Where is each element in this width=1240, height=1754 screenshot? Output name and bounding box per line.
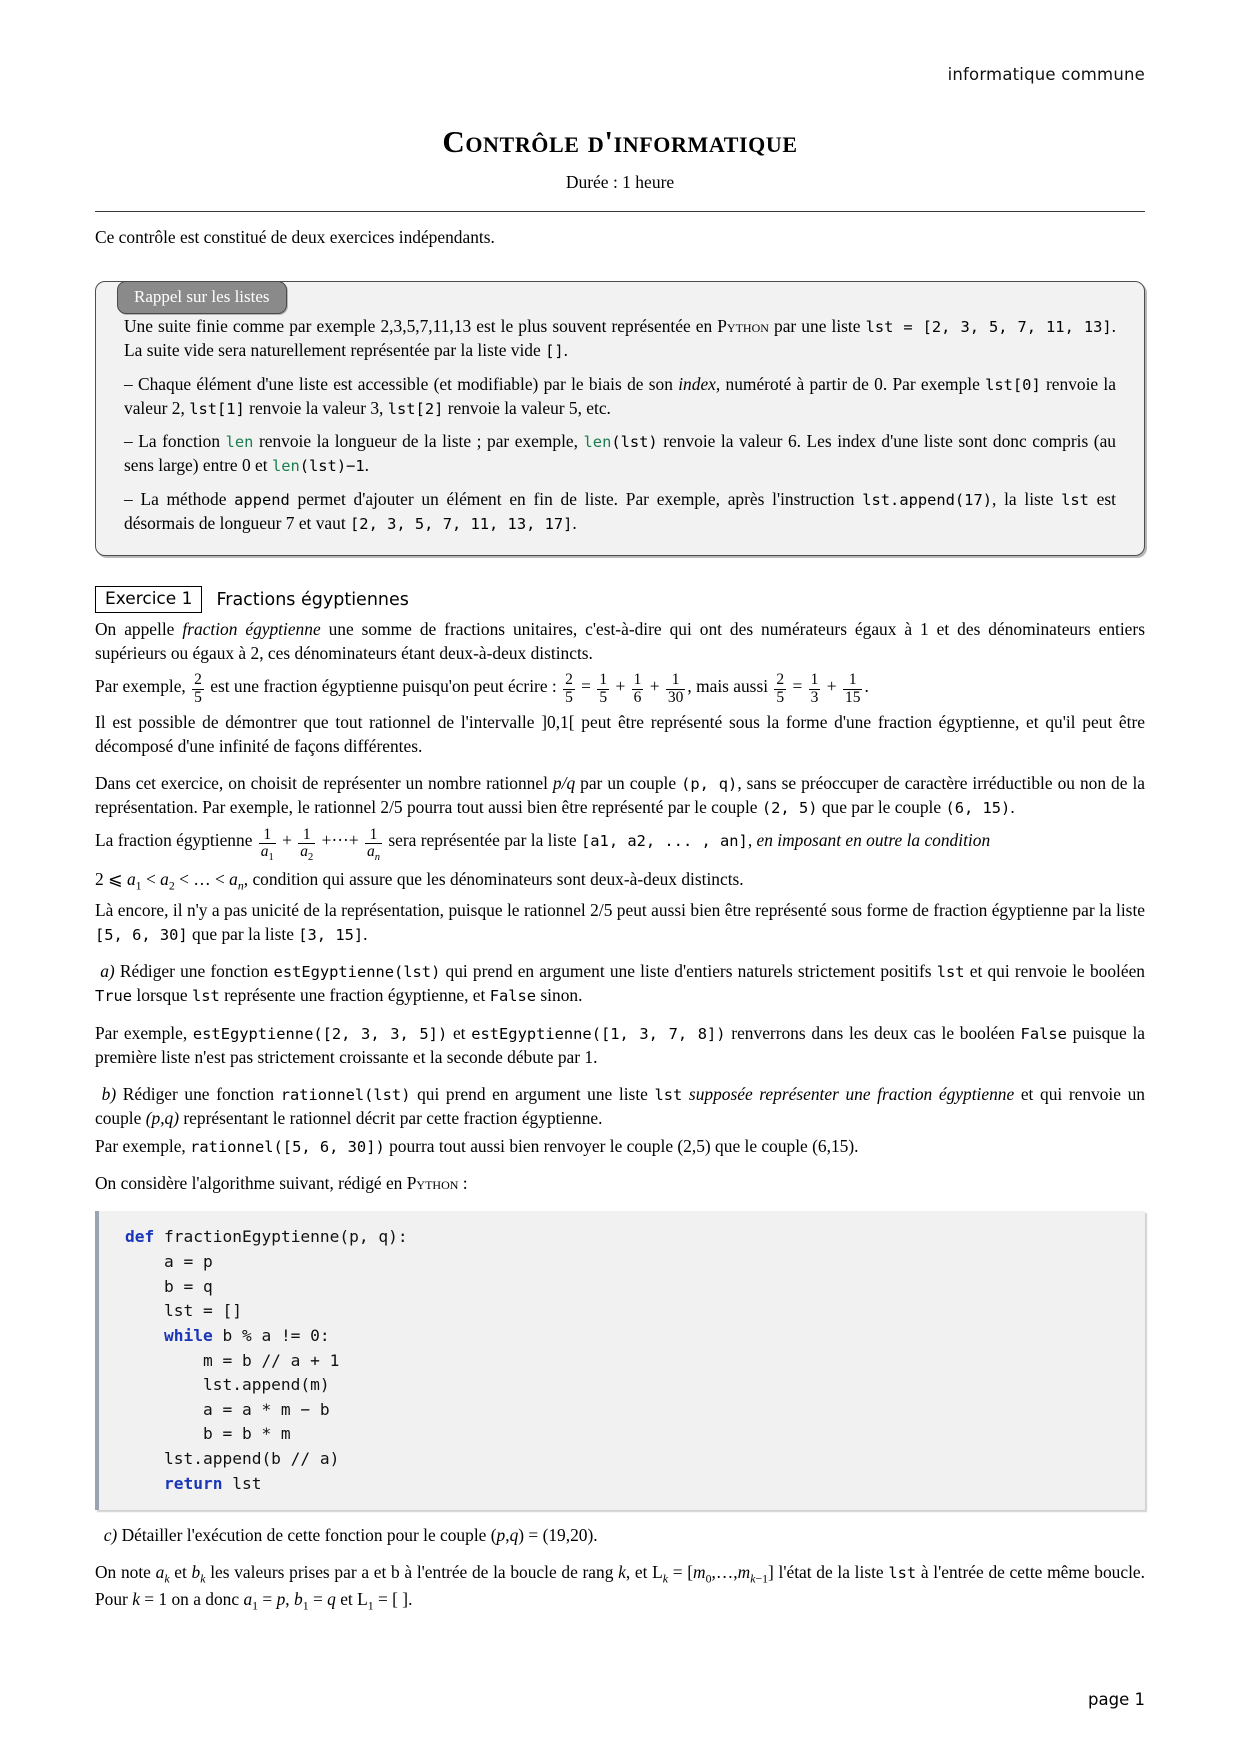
- txt: est désormais de longueur 7 et vaut: [124, 488, 1116, 533]
- txt: .: [408, 1589, 413, 1610]
- txt: on a donc: [167, 1589, 244, 1610]
- txt: sinon.: [536, 985, 583, 1006]
- code-inline: lst.append(17): [862, 490, 992, 509]
- ex1-question-b: [95, 1082, 1145, 1130]
- txt: renvoie la longueur de la liste ; par exemple,: [253, 431, 584, 452]
- code-inline: (6, 15): [945, 799, 1011, 818]
- code-inline: (p, q): [681, 774, 738, 793]
- txt: Là encore, il n'y a pas unicité de la représentation, puisque le rationnel 2/5 peut aussi bien être représenté sous forme de fraction égyptienne par la liste: [95, 899, 1145, 920]
- reminder-box-tab: Rappel sur les listes: [117, 281, 287, 314]
- code-inline: rationnel(lst): [280, 1085, 411, 1104]
- running-head: informatique commune: [947, 65, 1145, 84]
- txt: qui prend en argument une liste d'entiers naturels strictement positifs: [440, 961, 937, 982]
- txt: , la liste: [991, 488, 1062, 509]
- code-inline: []: [545, 342, 564, 361]
- txt: lorsque: [132, 985, 192, 1006]
- txt: Par exemple,: [95, 1022, 193, 1043]
- question-label: b): [101, 1083, 117, 1104]
- code-inline: lst: [654, 1085, 683, 1104]
- code-inline: lst: [888, 1564, 917, 1583]
- reminder-item-len: [124, 429, 1116, 478]
- txt: .: [864, 676, 869, 697]
- math-pq: (p,q): [145, 1108, 180, 1129]
- reminder-item-append: [124, 487, 1116, 536]
- fraction-1-3: $\frac{1}{3}$: [810, 671, 819, 706]
- txt: renverrons dans les deux cas le booléen: [725, 1022, 1021, 1043]
- code-keyword: def: [125, 1227, 155, 1247]
- page-subtitle: Durée : 1 heure: [565, 172, 675, 192]
- txt: une somme de fractions unitaires, c'est-à-dire qui ont des numérateurs égaux à 1 et des dénominateurs entiers supérieurs ou égaux à 2, ces dénominateurs étant deux-à-deux distincts.: [95, 619, 1145, 664]
- reminder-line-1: [124, 314, 1116, 363]
- txt: , et: [625, 1562, 653, 1583]
- math-init: $a_1 = p$, $b_1 = q$ et $L_1$ = [ ]: [243, 1589, 409, 1613]
- question-label: a): [100, 961, 115, 982]
- fraction-1-a1: $\frac{1}{a_1}$: [260, 825, 274, 864]
- txt: sera représentée par la liste: [384, 830, 582, 851]
- code-listing: def fractionEgyptienne(p, q): a = p b = q lst = [] while b % a != 0: m = b // a + 1 lst.append(m) a = a * m − b b = b * m lst.append(b // a) return lst: [125, 1227, 408, 1493]
- reminder-item-index: [124, 372, 1116, 421]
- txt: les valeurs prises par a et b à l'entrée de la boucle de rang: [205, 1562, 619, 1583]
- ex1-question-c: [95, 1523, 1145, 1547]
- fraction-1-a2: $\frac{1}{a_2}$: [300, 825, 314, 864]
- ex1-para-3: Il est possible de démontrer que tout rationnel de l'intervalle ]0,1[ peut être représenté sous la forme d'une fraction égyptienne, et qu'il peut être décomposé d'une infinité de façons différentes.: [95, 711, 1145, 756]
- txt: renvoie la valeur 3,: [244, 397, 388, 418]
- code-inline: False: [489, 987, 537, 1006]
- math-ak-bk: $a_k$ et $b_k$: [155, 1562, 206, 1586]
- txt: permet d'ajouter un élément en fin de liste. Par exemple, après l'instruction: [289, 488, 863, 509]
- math-k: k: [618, 1562, 626, 1583]
- fraction-1-an: $\frac{1}{a_n}$: [367, 825, 381, 864]
- page-number: page 1: [1088, 1690, 1145, 1709]
- txt: – La fonction: [124, 431, 226, 452]
- code-inline: lst[0]: [985, 375, 1041, 394]
- exercise-title: Fractions égyptiennes: [216, 589, 409, 610]
- math-couple: (p,q) = (19,20): [490, 1525, 594, 1546]
- code-inline: append: [234, 490, 290, 509]
- txt: Rédiger une fonction: [116, 1083, 281, 1104]
- txt: et qui renvoie un couple: [95, 1083, 1145, 1129]
- ex1-para-4: [95, 771, 1145, 820]
- txt: Dans cet exercice, on choisit de représenter un nombre rationnel: [95, 772, 553, 793]
- page-title: Contrôle d'informatique: [442, 124, 798, 159]
- code-keyword: while: [163, 1325, 213, 1345]
- reminder-box: [95, 281, 1145, 556]
- txt: qui prend en argument une liste: [410, 1083, 655, 1104]
- txt: Rédiger une fonction: [114, 961, 274, 982]
- ex1-para-5-cond: [95, 867, 1145, 894]
- algo-intro: [95, 1171, 1145, 1195]
- fraction-1-15: $\frac{1}{15}$: [844, 671, 861, 706]
- code-inline: lst: [1061, 490, 1089, 509]
- txt: représente une fraction égyptienne, et: [219, 985, 490, 1006]
- txt: .: [1010, 797, 1015, 818]
- ex1-para-1: [95, 617, 1145, 665]
- exercise-badge: Exercice 1: [95, 586, 202, 613]
- ex1-question-a-example: [95, 1021, 1145, 1069]
- code-inline: estEgyptienne(lst): [273, 963, 441, 982]
- txt: renvoie la valeur 2,: [124, 373, 1116, 418]
- txt: Par exemple,: [95, 676, 191, 697]
- ex1-para-6: [95, 898, 1145, 946]
- code-inline: (2, 5): [761, 799, 818, 818]
- math-lk: $L_k$ = $[m_0,\dots,m_{k-1}]$: [652, 1562, 774, 1586]
- code-keyword: return: [163, 1473, 223, 1493]
- ex1-para-5: La fraction égyptienne $\frac{1}{a_1}$ + $\frac{1}{a_2}$ +···+ $\frac{1}{a_n}$ sera représentée par la liste [a1, a2, ... , an], en imposant en outre la condition: [95, 825, 991, 864]
- code-inline: lst: [191, 987, 220, 1006]
- txt: par un couple: [575, 772, 682, 793]
- txt: par une liste: [768, 316, 866, 337]
- code-inline: estEgyptienne([2, 3, 3, 5]): [192, 1024, 448, 1043]
- txt: l'état de la liste: [773, 1562, 889, 1583]
- txt: .: [593, 1525, 598, 1546]
- code-inline: [3, 15]: [298, 925, 364, 944]
- txt: , condition qui assure que les dénominateurs sont deux-à-deux distincts.: [243, 869, 744, 890]
- txt: , numéroté à partir de 0. Par exemple: [715, 373, 986, 394]
- txt: Détailler l'exécution de cette fonction pour le couple: [117, 1525, 491, 1546]
- txt: .: [364, 455, 369, 476]
- txt: et: [447, 1022, 472, 1043]
- txt: à l'entrée de cette même boucle. Pour: [95, 1562, 1145, 1610]
- code-inline: estEgyptienne([1, 3, 7, 8]): [471, 1024, 726, 1043]
- txt: , mais aussi: [687, 676, 773, 697]
- code-block: [95, 1211, 1145, 1510]
- code-inline: [2, 3, 5, 7, 11, 13, 17]: [350, 514, 573, 533]
- txt: pourra tout aussi bien renvoyer le couple (2,5) que le couple (6,15).: [384, 1136, 859, 1157]
- ex1-final-note: [95, 1560, 1145, 1614]
- txt: :: [458, 1173, 468, 1194]
- fraction-1-6: $\frac{1}{6}$: [633, 671, 642, 706]
- txt: – Chaque élément d'une liste est accessible (et modifiable) par le biais de son: [124, 373, 679, 394]
- code-inline: True: [95, 987, 133, 1006]
- emphasis: index: [678, 373, 716, 394]
- txt: On considère l'algorithme suivant, rédigé en: [95, 1173, 407, 1194]
- txt: représentant le rationnel décrit par cette fraction égyptienne.: [179, 1108, 603, 1129]
- code-inline: lst[2]: [387, 399, 444, 418]
- python-word: Python: [717, 316, 769, 337]
- math-pq: p/q: [552, 772, 576, 793]
- txt: Une suite finie comme par exemple 2,3,5,7,11,13 est le plus souvent représentée en: [124, 316, 718, 337]
- txt: et qui renvoie le booléen: [964, 961, 1145, 982]
- exercise-1-header: [95, 586, 1145, 613]
- txt: , sans se préoccuper de caractère irréductible ou non de la représentation. Par exemple, le rationnel 2/5 pourra tout aussi bien être représenté par le couple: [95, 772, 1145, 818]
- txt: renvoie la valeur 6. Les index d'une liste sont donc compris (au sens large) entre 0 et: [124, 431, 1116, 476]
- question-label: c): [103, 1525, 118, 1546]
- txt: puisque la première liste n'est pas strictement croissante et la seconde débute par 1.: [95, 1022, 1145, 1067]
- txt: On appelle: [95, 619, 183, 640]
- intro-paragraph: Ce contrôle est constitué de deux exercices indépendants.: [95, 227, 495, 247]
- python-word: Python: [406, 1173, 459, 1194]
- fraction-1-30: $\frac{1}{30}$: [667, 671, 684, 706]
- txt: Par exemple,: [95, 1136, 191, 1157]
- code-inline: [5, 6, 30]: [95, 925, 188, 944]
- len-keyword: len: [583, 433, 612, 452]
- txt: que par la liste: [187, 923, 299, 944]
- txt: – La méthode: [124, 488, 235, 509]
- math-condition: 2 ⩽ $a_1 < a_2$ < … < $a_n$: [95, 869, 244, 893]
- code-inline: lst[1]: [189, 399, 245, 418]
- txt: . La suite vide sera naturellement représentée par la liste vide: [124, 316, 1117, 361]
- emphasis: supposée représenter une fraction égyptienne: [682, 1083, 1015, 1104]
- fraction-2-5: $\frac{2}{5}$: [565, 671, 573, 706]
- math-k1: k = 1: [132, 1589, 168, 1610]
- txt: On note: [95, 1562, 156, 1583]
- code-inline: [a1, a2, ... , an]: [581, 832, 748, 851]
- txt: ,: [747, 830, 757, 851]
- code-inline: lst = [2, 3, 5, 7, 11, 13]: [865, 318, 1112, 337]
- txt: est une fraction égyptienne puisqu'on peut écrire :: [205, 676, 562, 697]
- code-inline: (lst): [611, 433, 658, 452]
- ex1-question-a: [95, 959, 1145, 1008]
- header-divider: [95, 211, 1145, 212]
- code-inline: False: [1020, 1024, 1067, 1043]
- emphasis: fraction égyptienne: [182, 619, 321, 640]
- code-inline: lst: [936, 963, 965, 982]
- txt: La fraction égyptienne: [95, 830, 257, 851]
- reminder-box-body: [95, 281, 1145, 556]
- txt: renvoie la valeur 5, etc.: [443, 397, 611, 418]
- code-inline: (lst)−1: [299, 457, 365, 476]
- txt: que par le couple: [817, 797, 946, 818]
- emphasis: en imposant en outre la condition: [756, 830, 991, 851]
- fraction-2-5: $\frac{2}{5}$: [194, 671, 202, 706]
- fraction-2-5: $\frac{2}{5}$: [776, 671, 785, 706]
- ex1-question-b-example: [95, 1134, 1145, 1158]
- txt: .: [363, 923, 368, 944]
- txt: .: [563, 340, 568, 361]
- txt: .: [572, 512, 577, 533]
- len-keyword: len: [271, 457, 300, 476]
- ex1-para-2-fractions: Par exemple, $\frac{2}{5}$ est une fraction égyptienne puisqu'on peut écrire : $\frac{2}{5}$ = $\frac{1}{5}$ + $\frac{1}{6}$ + $\frac{1}{30}$ , mais aussi $\frac{2}{5}$ = $\frac{1}{3}$ + $\frac{1}{15}$ .: [95, 671, 869, 706]
- len-keyword: len: [225, 433, 254, 452]
- fraction-1-5: $\frac{1}{5}$: [599, 671, 608, 706]
- code-inline: rationnel([5, 6, 30]): [190, 1138, 385, 1157]
